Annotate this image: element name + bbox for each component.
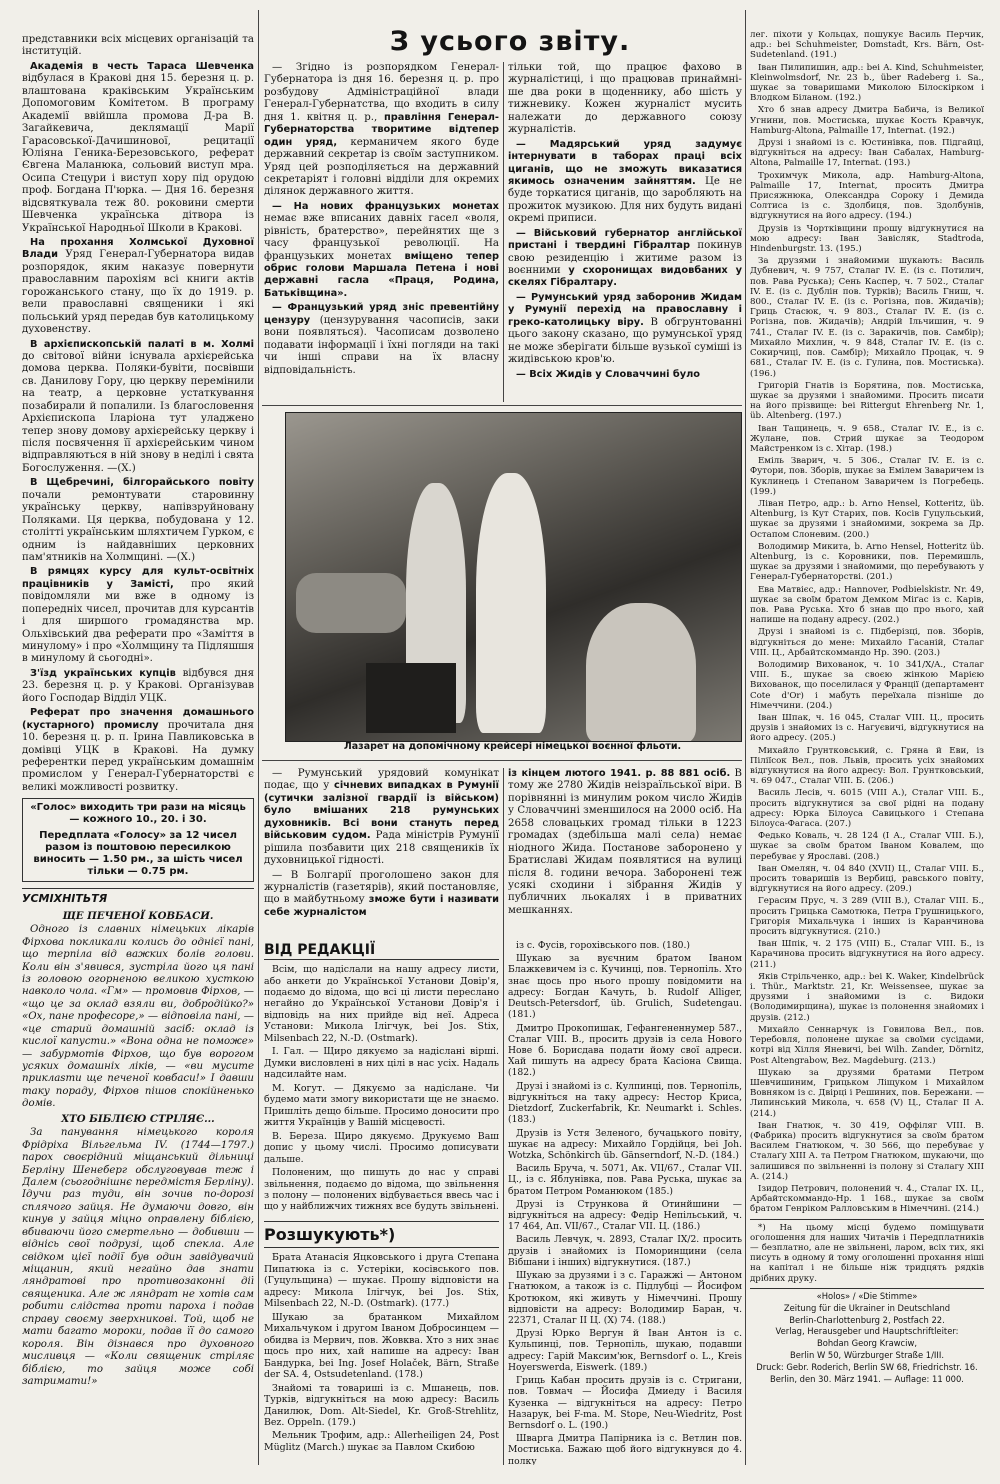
notice-202: Ева Матвієс, адр.: Hannover, Podbielskistr. Nr. 49, шукає за своїм братом Демком Міґас із с. Карів, пов. Рава Руська. Хто б знав що про нього, хай напише на подану адресу. (202.) xyxy=(750,584,984,626)
column-3-upper xyxy=(508,62,742,402)
notice-199: Еміль Зварич, ч. 5 306., Сталаг IV. Е. із с. Футори, пов. Зборів, шукає за Емілем Заваричем із Куклинець і Степаном Заваричем із Погребець. (199.) xyxy=(750,456,984,497)
col3-gibraltar-head: — Військовий губернатор англійської пристані і твердині Гібралтар xyxy=(508,227,742,252)
col3b-bold: із кінцем лютого 1941. р. 88 881 осіб. xyxy=(508,768,731,779)
editorial-p3: М. Когут. — Дякуємо за надіслане. Чи будемо мати змогу використати ще не знаємо. Пришліть дещо більше. Просимо доносити про життя Українців у Вашій місцевості. xyxy=(264,1082,499,1129)
column-2-upper xyxy=(264,62,499,402)
col2-decree-tail: керманичем якого буде державний секретар із своїм заступником. Уряд цей розподіляється на державний секретаріят і головні відділи для окремих ділянок державного життя. xyxy=(264,136,499,198)
col2-censorship-text: (цензурування часописів, заки вони появляться). Часописам дозволено подавати інформації і їхні погляди на такі чи інші справи на їх власну відповідальність. xyxy=(264,314,499,376)
bible-title: ХТО БІБЛІЄЮ СТРІЛЯЄ... xyxy=(61,1112,215,1125)
editorial-p4: В. Береза. Щиро дякуємо. Друкуємо Ваш допис у цьому числі. Просимо дописувати дальше. xyxy=(264,1130,499,1165)
notice-205: Іван Шпак, ч. 16 045, Сталаг VIII. Ц., просить друзів і знайомих із с. Нагуєвичі, відгукнутися на його адресу. (205.) xyxy=(750,713,984,744)
notice-210: Герасим Прус, ч. 3 289 (VIII В.), Сталаг VIII. Б., просить Грицька Самотюка, Петра Грушницького, Григорія Михальчука і інших із Каранчинова просить відгукнутися. (210.) xyxy=(750,896,984,938)
column-rule-3 xyxy=(745,10,746,1465)
photo-ship-hospital xyxy=(285,412,742,742)
notice-200: Ліван Петро, адр.: b. Arno Hensel, Kotteritz, üb. Altenburg, із Кут Старих, пов. Косів Гуцульський, шукає за друзями і знайомими, зокрема за Др. Остапом Слоневим. (200.) xyxy=(750,498,984,540)
column-rule-4 xyxy=(503,768,504,1465)
notice-212: Яків Стрільченко, адр.: bei K. Waker, Kindelbrück i. Thür., Marktstr. 21, Kr. Weissensee, шукає за друзями і знайомими із с. Видоки (Володимирщина), шукає із полонення знайомих і друзів. (212.) xyxy=(750,971,984,1023)
col2-coins xyxy=(264,201,499,301)
notice-193: Друзі і знайомі із с. Юстинівка, пов. Підгайці, відгукніться на адресу: Іван Сабалах, Hamburg-Altona, Palmaille 17, Internat. (193.) xyxy=(750,138,984,169)
imprint-l3: Berlin-Charlottenburg 2, Postfach 22. xyxy=(789,1314,945,1325)
section-rule-bottom xyxy=(262,760,742,761)
notice-187: Василь Левчук, ч. 2893, Сталаг IX/2. просить друзів і знайомих із Поморинщини (села Вібшани і інших) відгукнутися. (187.) xyxy=(508,1234,742,1268)
imprint-l6: Berlin W 50, Würzburger Straße 1/III. xyxy=(789,1350,944,1361)
col2b-bold2: зможе бути і називати себе журналістом xyxy=(264,894,499,918)
col3-journalists: тільки той, що працює фахово в журналістиці, і що працював принаймні-ше два роки в щоденнику, або шість у тижневику. Кожен журналіст мусить належати до державного союзу журналістів. xyxy=(508,62,742,136)
notice-184: Друзів із Устя Зеленого, бучацького повіту, шукає на адресу: Михайло Гордійця, bei Joh. Wotzka, Schönkirch üb. Gänserndorf, N.-D. (184.) xyxy=(508,1127,742,1161)
imprint-l2: Zeitung für die Ukrainer in Deutschland xyxy=(783,1302,951,1313)
notice-188: Шукаю за друзями і з с. Гаражжі — Антоном Гнатюком, а також із с. Підлубці — Йосифом Кротюком, які живуть у Німеччині. Прошу відповісти на адресу: Володимир Баран, ч. 22371, Сталаг II Ц. (X) 74. (188.) xyxy=(508,1270,742,1326)
notice-204: Володимир Вихованок, ч. 10 341/X/A., Сталаг VIII. Б., шукає за своєю жінкою Марією Вихованок, що поселилася у Франції (департамент Cote d'Or) і мабуть переїхала пізніше до Німеччини. (204.) xyxy=(750,659,984,711)
search-title: Розшукують*) xyxy=(264,1221,499,1249)
subscription-box xyxy=(22,798,254,882)
editorial-title: ВІД РЕДАКЦІЇ xyxy=(264,942,499,960)
box-price: Передплата «Голосу» за 12 чисел разом із поштовою пересилкою виносить — 1.50 рм., за шість чисел тільки — 0.75 рм. xyxy=(33,829,243,878)
col1-kholm xyxy=(22,237,254,337)
col2-decree xyxy=(264,62,499,199)
col1-lecture-head: Реферат про значення домашнього (кустарного) промислу xyxy=(22,707,254,731)
col2b-bulgaria xyxy=(264,870,499,920)
imprint-l1: «Holos» / «Die Stimme» xyxy=(816,1290,918,1301)
col3-gypsies xyxy=(508,139,742,226)
search-p1: Брата Атанасія Яцковського і друга Степана Пипатюка із с. Устеріки, косівського пов. (Гуцульщина) — шукає. Прошу відповісти на адресу: Микола Ілігчук, bei Jos. Stix, Milsenbach 22, N.-D. (Ostmark). (177.) xyxy=(264,1252,499,1310)
imprint-box xyxy=(750,1288,984,1385)
photo-caption: Лазарет на допомічному крейсері німецької воєнної фльоти. xyxy=(343,741,682,752)
col2-coins-bold: вміщено тепер обрис голови Маршала Петена і нові державні гасла «Праця, Родина, Батьківщина». xyxy=(264,250,499,299)
notice-183: Друзі і знайомі із с. Кулпинці, пов. Тернопіль, відгукніться на таку адресу: Нестор Криса, Dietzdorf, Zuckerfabrik, Kr. Neumarkt i. Schles. (183.) xyxy=(508,1080,742,1126)
col1-p0: представники всіх місцевих організацій та інституцій. xyxy=(22,34,254,58)
col2b-tail1: Рада міністрів Румунії рішила позбавити цих 218 священиків їх духовницької гідності. xyxy=(264,830,499,867)
imprint-l8: Berlin, den 30. März 1941. — Auflage: 11 000. xyxy=(770,1374,964,1385)
notice-214c: Ізидор Петрович, полонений ч. 4., Сталаг IX. Ц., Арбайтскоммандо-Нр. 1 168., шукає за своїм братом Генріком Ралловським в Німеччині. (214.) xyxy=(750,1183,984,1215)
col1-academy xyxy=(22,61,254,235)
search-footnote: *) На цьому місці будемо поміщувати оголошення для наших Читачів і Передплатників — безплатно, але не звільнені, ларом, всіх тих, які писуть в одному й тому оголошенні прохання ніші на капітал і не більше ніж тридцять рядків дрібних друку. xyxy=(750,1219,984,1284)
col1-academy-text: відбулася в Кракові дня 15. березня ц. р. влаштована краківським Українським Допомоговим Комітетом. В програму Академії ввійшла промова Д-ра В. Загайкевича, деклямації Марії Гарасовської-Дачишинової, рецитації Юліяна Геника-Березовського, реферат Євгена Маланюка, сольовий виступ мра. Осипа Стецури і виступ хору під орудою проф. Богдана П'юрка. — Дня 16. березня відсвяткувала теж 80. роковини смерти Шевченка українська дітвора із Української Народньої Школи в Кракові. xyxy=(22,73,254,234)
notice-201: Володимир Микита, b. Arno Hensel, Hotteritz üb. Altenburg, із с. Коровники, пов. Перемишль, шукає за друзями і знайомими, що перебувають у Генерал-Губернаторстві. (201.) xyxy=(750,541,984,583)
notice-180: із с. Фусів, горохівського пов. (180.) xyxy=(516,940,691,951)
col1-merchants-text: відбувся дня 23. березня ц. р. у Кракові. Організував його Господар Відділ УЦК. xyxy=(22,667,254,704)
col3-gypsies-text: Це не буде торкатися циганів, що заробляють на прожиток музикою. Для них будуть видані окремі приписи. xyxy=(508,175,742,225)
col1-palace-head: В архієпископській палаті в м. Холмі xyxy=(30,338,254,350)
col1-shchebreshyn-text: почали ремонтувати старовинну українську церкву, напівзруйновану Поляками. Ця церква, побудована у 12. столітті українським шляхтичем Гурком, є одним із найдавніших церковних пам'ятників на Холмщині. —(Х.) xyxy=(22,489,254,563)
col1-merchants xyxy=(22,668,254,705)
col1-kholm-head: На прохання Холмської Духовної Влади xyxy=(22,237,254,261)
editorial-p5: Полоненим, що пишуть до нас у справі звільнення, подаємо до відома, що звільнення з полону — полонених відбувається ввесь час і що у найближчих тижнях все будуть звільнені. xyxy=(264,1167,499,1213)
photo-patient xyxy=(296,573,406,633)
notice-182: Дмитро Прокопишак, Гефангененнумер 587., Сталаг VIII. В., просить друзів із села Нового Нове б. Борисдава подати йому свої адреси. Хай пишуть на адресу брата Касіона Свища. (182.) xyxy=(508,1022,742,1079)
notice-208: Федько Коваль, ч. 28 124 (І А., Сталаг VIII. Б.), шукає за своїм братом Іваном Ковалем, що перебуває у Ярославі. (208.) xyxy=(750,831,984,862)
col3-romania-head: — Румунський уряд заборонив Жидам у Румунії перехід на православну і греко-католицьку віру. xyxy=(508,291,742,328)
col3-gibraltar-bold: у схоронищах видовбаних у скелях Гібралтару. xyxy=(508,265,742,289)
column-1 xyxy=(22,34,254,1484)
col3-slovakia xyxy=(508,369,742,381)
col1-merchants-head: З'їзд українських купців xyxy=(30,667,176,679)
col2-censorship xyxy=(264,302,499,377)
col2-coins-text: немає вже вписаних давніх гасел «воля, рівність, братерство», перейнятих ще з часу французької революції. На французьких монетах xyxy=(264,213,499,262)
notice-194: Трохимчук Микола, адр. Hamburg-Altona, Palmaille 17, Internat, просить Дмитра Присяжнюка, Олександра Сороку і Демида Солтиса із с. Здолбиця, пов. Здолбунів, відгукнутися на його адресу. (194.) xyxy=(750,170,984,222)
editorial-p2: І. Гал. — Щиро дякуємо за надіслані вірші. Думки висловлені в них цілі в нас усіх. Надаль надсилайте нам. xyxy=(264,1046,499,1081)
headline: З усього звіту. xyxy=(389,26,631,57)
col1-lecture xyxy=(22,707,254,794)
notice-203: Друзі і знайомі із с. Підберізці, пов. Зборів, відгукніться до мене: Михайло Гасаній, Сталаг VIII. Ц., Арбайтскоммандо Нр. 390. (203.) xyxy=(750,627,984,658)
col3-gypsies-head: — Мадярський уряд задумує інтернувати в таборах праці всіх циганів, що не зможуть виказатися якимось означеним зайняттям. xyxy=(508,138,742,187)
sausage-story: Одного із славних німецьких лікарів Фірхова покликали колись до однієї пані, що терпіла від важких болів голови. Коли він з'явився, зустріла його ця пані із головою огорненою великою хусткою навколо чола. «Гм» — промовив Фірхов, — «що це за оклад взяли ви, добродійко?» «Ох, пане професоре,» — відповіла пані, — «це старий домашній засіб: оклад із кислої капусти.» «Вона одна не поможе» — забурмотів Фірхов, що був ворогом усяких домашніх ліків, — «ви мусите приклasти ще печеної ковбаси!» І давши таку пораду, Фірхов пішов спокійненько домів. xyxy=(22,924,254,1110)
column-3-lower xyxy=(508,940,742,1465)
search-p4: Мельник Трофим, адр.: Allerheiligen 24, Post Müglitz (March.) шукає за Павлом Скибою xyxy=(264,1430,499,1453)
notice-192: Іван Пилипишин, адр.: bei A. Kind, Schuhmeister, Kleinwolmsdorf, Nr. 23 b., über Radeberg i. Sa., шукає за товаришами Миколою Білоскірком і Влодком Біланом. (192.) xyxy=(750,62,984,104)
col1-shchebreshyn-head: В Щебречині, білгорайського повіту xyxy=(30,477,254,489)
sausage-title: ЩЕ ПЕЧЕНОЇ КОВБАСИ. xyxy=(62,909,214,922)
col1-course-text: про який повідомляли ми вже в одному із попередніх чисел, прочитав для курсантів і для ширшого громадянства мр. Ольхівський два реферати про «Заміття в минулому» і про «Холмщину та Підляшшя в минулому й сьогодні». xyxy=(22,578,254,665)
col1-kholm-text: Уряд Генерал-Губернатора видав розпорядок, яким наказує повернути православним парохіям всі книги актів горожанського стану, що їх до 1919. р. вели православні священики і які польський уряд передав був католицькому духовенству. xyxy=(22,249,254,336)
smile-title: УСМІХНІТЬТЯ xyxy=(22,888,254,905)
notice-214b: Іван Гнатюк, ч. 30 419, Оффіляг VIII. В. (Фабрика) просить відгукнутися за своїм братом Василем Гнатюком, ч. 30 566, що перебуває у Сталаґу XIII А. та Петром Гнатюком, шукаючи, що залишився по звільненні із полону зі Сталагу XIII А. (214.) xyxy=(750,1120,984,1182)
col3b-slovakia xyxy=(508,768,742,917)
bible-story: За панування німецького короля Фрідріха Вільгельма IV. (1744—1797.) парох своєрідний міщанський дільниці Берліну Шенеберг обслуговував теж і Далем (сьогоднішнє передмістя Берліну). Ідучи раз туди, він зочив по-дорозі сплячого зайця. Не думаючи довго, він кинув у зайця міцно оправлену біблією, вбиваючи його смертельно — добивши — віднісь свої подрузі, щоб спекла. Але свідком цієї події був один завідувачий міщанин, який негайно дав знати ляндратові про противозаконні дії священика. Але ж ляндрат не хотів сам робити слідства проти пароха і подав справу своєму зверхникові. Той, щоб не мати багато мороки, подав її до самого короля. Він дізнався про духовного мисливця — «Коли священик стріляє біблією, то зайця може собі затримати!» xyxy=(22,1127,254,1387)
column-3-middle xyxy=(508,768,742,933)
col2b-romania-clergy xyxy=(264,768,499,868)
notice-211: Іван Шпік, ч. 2 175 (VIII) Б., Сталаг VIII. Б., із Карачинова просить відгукнутися на його адресу. (211.) xyxy=(750,939,984,970)
col3-slovakia-head: — Всіх Жидів у Словаччині було xyxy=(516,368,700,380)
notice-189: Друзі Юрко Вергун й Іван Антон із с. Кульпинці, пов. Тернопіль, шукаю, подавши адресу: Гарій Максим'юк, Bernsdorf o. L., Kreis Hoyerswerda, Eiswerk. (189.) xyxy=(508,1328,742,1373)
search-p3: Знайомі та товариші із с. Мшанець, пов. Турків, відгукніться на мою адресу: Василь Данилюк, Dom. Alt-Siedel, Kr. Groß-Strehlitz, Bez. Oppeln. (179.) xyxy=(264,1382,499,1428)
search-p2: Шукаю за братанком Михайлом Михальчуком і другом Іваном Добросинцем — обидва із Мервич, пов. Жовква. Хто з них знає щось про них, хай напише на адресу: Іван Бандурка, bei Ing. Josef Holaček, Bärn, Straße der SA. 4, Ostsudetenland. (178.) xyxy=(264,1311,499,1381)
notice-207: Василь Лесів, ч. 6015 (VIII А.), Сталаг VIII. Б., просить відгукнутися за свої рідні на подану адресу: Юрка Білоуса Савицького і Степана Білоуса-Фагаса. (207.) xyxy=(750,788,984,830)
photo-figure-center xyxy=(476,473,546,733)
col1-shchebreshyn xyxy=(22,477,254,564)
col2-decree-text: — Згідно із розпорядком Генерал-Губернатора із дня 16. березня ц. р. про розбудову Адміністраційної влади Генерал-Губернатства, що входить в силу дня 1. квітня ц. р., xyxy=(264,62,499,123)
column-rule-1 xyxy=(258,10,259,1465)
box-frequency: «Голос» виходить три рази на місяць — кожного 10., 20. і 30. xyxy=(30,802,246,826)
col2-decree-bold: правління Генерал-Губернаторства творитиме відтепер один уряд, xyxy=(264,111,499,148)
col3-romania-text: В обгрунтованні цього закону сказано, що румунської уряд не може зберігати більше вузької суміші із жидівською кров'ю. xyxy=(508,316,742,366)
notice-191: лег. піхоти у Кольцах, пошукує Василь Перчик, адр.: bei Schuhmeister, Domstadt, Krs. Bärn, Ost-Sudetenland. (191.) xyxy=(750,30,984,61)
col3-romania xyxy=(508,292,742,367)
col1-palace-text: до світової війни існувала архієрейська домова церква. Поляки-бувіти, посвівши св. Данилову Гору, цю церкву перемінили на театр, а церковне устаткування позабирали й попалили. Із благословення Архієпископа Іларіона тут уладжено тепер знову домову архієрейську церкву і після посвячення її архієрейським чином відправляються в ній знову в неділі і свята Богослуження. —(Х.) xyxy=(22,350,254,474)
notice-209: Іван Омелян, ч. 04 840 (XVII) Ц., Сталаг VIII. Б., просить товаришів із Вербиці, равського повіту, відгукнутися на його адресу. (209.) xyxy=(750,863,984,895)
notice-191a: Шварга Дмитра Папірника із с. Ветлин пов. Мостиська. Бажаю щоб його відгукнувся до 4. полку xyxy=(508,1433,742,1465)
notice-198: Іван Тащинець, ч. 9 658., Сталаг IV. Е., із с. Жулане, пов. Стрий шукає за Теодором Майстренком із с. Хітар. (198.) xyxy=(750,423,984,454)
column-2-lower xyxy=(264,940,499,1465)
col1-course xyxy=(22,566,254,666)
col2b-bold1: січневих випадках в Румунії (сутички залізної гвардії із військом) було вмішаних 218 румунських духовників. Всі вони стануть перед військовим судом. xyxy=(264,780,499,842)
col2b-text1: — Румунський урядовий комунікат подає, що у xyxy=(264,768,499,792)
col1-course-head: В рямцях курсу для культ-освітніх працівників у Замісті, xyxy=(22,566,254,590)
column-2-middle xyxy=(264,768,499,933)
notice-192b: Хто б знав адресу Дмитра Бабича, із Великої Угнини, пов. Мостиська, шукає Кость Кравчук, Hamburg-Altona, Palmaille 17, Internat. (192.) xyxy=(750,105,984,136)
editorial-p1: Всім, що надіслали на нашу адресу листи, або анкети до Української Установи Довір'я, подаємо до відома, що всі ці листи переслано негайно до Української Установи Довір'я і відповідь на них прийде від неї. Адреса Установи: Микола Ілігчук, bei Jos. Stix, Milsenbach 22, N.-D. (Ostmark). xyxy=(264,964,499,1044)
photo-figure-right xyxy=(586,603,696,742)
notice-185: Василь Бруча, ч. 5071, Ак. VII/67., Сталаг VII. Ц., із с. Яблунівка, пов. Рава Руська, шукає за братом Петром Романюком (185.) xyxy=(508,1163,742,1197)
notice-181: Шукаю за вуєчним братом Іваном Блажкевичем із с. Кучинці, пов. Тернопіль. Хто знає щось про нього прошу повідомити на адресу: Богдан Качуть, b. Rudolf Alliger, Deutsch-Petersdorf, üb. Grulich, Sudetengau. (181.) xyxy=(508,953,742,1021)
notice-190: Гриць Кабан просить друзів із с. Стригани, пов. Товмач — Йосифа Дмиеду і Василя Кузенка — відгукніться на адресу: Петро Назарук, bei F-ma. M. Stope, Neu-Wiedritz, Post Bernsdorf o. L. (190.) xyxy=(508,1375,742,1431)
notice-196: За друзями і знайомими шукають: Василь Дубневич, ч. 9 757, Сталаг IV. Е. (із с. Потилич, пов. Рава Руська); Сень Каспер, ч. 7 502., Сталаг IV. Е. (із с. Дублін пов. Турків); Василь Гниш, ч. 800., Сталаг IV. Е. (із с. Рогізна, пов. Жидачів); Гриць Стасюк, ч. 9 803., Сталаг IV. Е. (із с. Рогізна, пов. Жидачів); Андрій Ільчишин, ч. 9 741., Сталаг IV. Е. (із с. Заракичів, пов. Самбір); Михайло Михлин, ч. 9 848, Сталаг IV. Е. (із с. Сокирчиці, пов. Самбір); Михайло Процак, ч. 9 681., Сталаг IV. Е. (із с. Гулина, пов. Мостиська). (196.) xyxy=(750,256,984,379)
col1-palace xyxy=(22,339,254,476)
column-rule-2 xyxy=(503,62,504,402)
col1-academy-head: Академія в честь Тараса Шевченка xyxy=(30,60,254,72)
col1-lecture-text: прочитала дня 10. березня ц. р. п. Ірина Павликовська в домівці УЦК в Кракові. На думку референтки перед українським домашнім промислом у Генерал-Губернаторстві є великі можливості розвитку. xyxy=(22,719,254,793)
imprint-l5: Bohdan Georg Krawciw, xyxy=(817,1338,917,1349)
imprint-l7: Druck: Gebr. Roderich, Berlin SW 68, Friedrichstr. 16. xyxy=(756,1362,978,1373)
column-4 xyxy=(750,30,984,1470)
notice-197: Григорій Гнатів із Борятина, пов. Мостиська, шукає за друзями і знайомими. Просить писати на його прізвище: bei Rittergut Ehrenberg Nr. 1, üb. Altenberg. (197.) xyxy=(750,380,984,422)
section-rule-top xyxy=(262,405,742,406)
col2-coins-head: — На нових французьких монетах xyxy=(272,200,499,212)
notice-186: Друзі із Стрункова й Отинйшини — відгукніться на адресу: Федір Непільський, ч. 17 464, Ап. VII/67., Сталаг VII. Ц. (186.) xyxy=(508,1198,742,1233)
notice-213: Михайло Сеннарчук із Говилова Вел., пов. Теребовля, полонене шукає за своїми сусідами, котрі від Хілля Яневичі, bei Wilh. Zander, Dörnitz, Post Altengrabow, Bez. Magdeburg. (213.) xyxy=(750,1024,984,1066)
col2-censorship-head: — Французький уряд зніс превентійну цензуру xyxy=(264,302,499,326)
col3-gibraltar-text: покинув свою резиденцію і житиме разом із воєнними xyxy=(508,240,742,276)
photo-equipment xyxy=(366,663,456,733)
imprint-l4: Verlag, Herausgeber und Hauptschriftleiter: xyxy=(775,1326,959,1337)
notice-195: Друзів із Чортківщини прошу відгукнутися на мою адресу: Іван Завісляк, Stadtroda, Hindenburgstr. 13. (195.) xyxy=(750,223,984,255)
notice-214a: Шукаю за друзями братами Петром Шевчишиним, Грицьком Ліщуком і Михайлом Вовняком із с. Двірці і Решиних, пов. Бережани. — Липинський Микола, ч. 658 (V) Ц., Сталаг ІІ А. (214.) xyxy=(750,1067,984,1119)
col2b-text2: — В Болгарії проголошено закон для журналістів (газетярів), який постановляє, що в майбутньому xyxy=(264,869,499,906)
notice-206: Михайло Грунтковський, с. Гряна й Еви, із Піліїсок Вел., пов. Львів, просить усіх знайомих відгукнутися на його адресу: Вол. Грунтковський, ч. 69 047., Сталаг VIII. Б. (206.) xyxy=(750,745,984,787)
col3-gibraltar xyxy=(508,228,742,290)
col3b-text: В тому же 2780 Жидів неізраїльської віри. В порівнянні із минулим роком число Жидів у Словаччині зменшилося на 2000 осіб. На 2658 словацьких громад тільки в 1223 громадах (здебільша малі села) немає ніодного Жида. Постанове заборонено у Братиславі Жидам появлятися на вулиці після 8. години вечора. Заборонені теж усякі сходини і зібрання Жидів у публичних льокалях і в приватних мешканнях. xyxy=(508,768,742,916)
